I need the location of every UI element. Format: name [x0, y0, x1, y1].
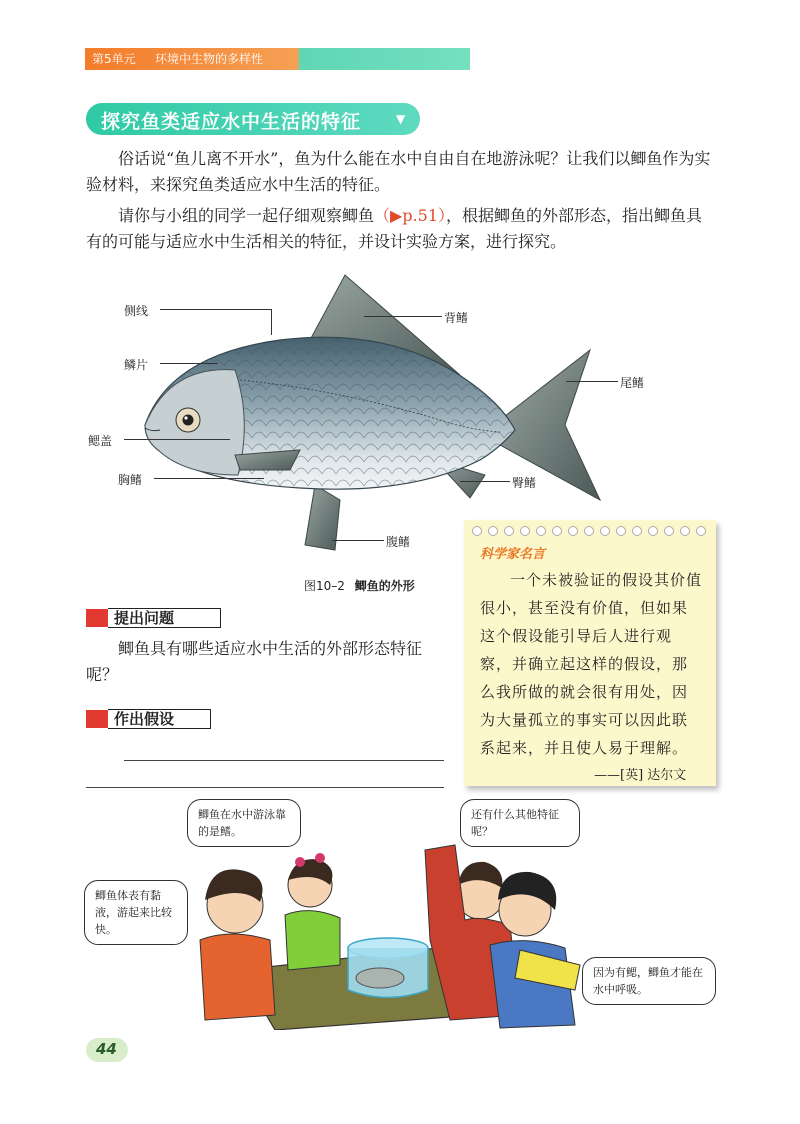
- question-text: 鲫鱼具有哪些适应水中生活的外部形态特征呢？: [86, 639, 423, 684]
- speech-bubble-mucus: 鲫鱼体表有黏液，游起来比较快。: [84, 880, 188, 945]
- leader-scales: [160, 363, 218, 364]
- label-anal-fin: 臀鳍: [512, 476, 537, 490]
- hypothesis-answer-line-2[interactable]: [86, 787, 444, 788]
- hypothesis-heading-marker: [86, 710, 108, 728]
- label-scales: 鳞片: [124, 358, 149, 372]
- leader-lateral-line: [160, 309, 272, 310]
- student-green-shirt: [285, 911, 340, 970]
- page-number: 44: [96, 1040, 117, 1058]
- question-heading-marker: [86, 609, 108, 627]
- intro-paragraph-2-text-a: 请你与小组的同学一起仔细观察鲫鱼: [118, 206, 375, 225]
- intro-paragraph-2-text-b: ，根据鲫鱼的外部形态，指出鲫鱼具有的可能与适应水中生活相关的特征，并设计实验方案，进行探究。: [86, 206, 703, 251]
- chapter-header-band: [85, 48, 470, 70]
- leader-caudal-fin: [566, 381, 618, 382]
- label-lateral-line: 侧线: [124, 304, 149, 318]
- student-orange-shirt: [200, 934, 275, 1020]
- leader-pectoral-fin: [154, 478, 264, 479]
- figure-number: 图10–2: [304, 579, 345, 593]
- hypothesis-answer-line-1[interactable]: [124, 760, 444, 761]
- leader-dorsal-fin: [364, 316, 442, 317]
- leader-anal-fin: [460, 481, 510, 482]
- intro-paragraph-2: [86, 203, 716, 255]
- leader-lateral-line-drop: [271, 309, 272, 335]
- hypothesis-heading: 作出假设: [108, 709, 211, 729]
- section-title: 探究鱼类适应水中生活的特征: [101, 111, 362, 133]
- label-pectoral-fin: 胸鳍: [118, 473, 143, 487]
- figure-title: 鲫鱼的外形: [354, 579, 415, 593]
- speech-bubble-fins: 鲫鱼在水中游泳靠的是鳍。: [187, 799, 301, 847]
- quote-body: 一个未被验证的假设其价值很小，甚至没有价值，但如果这个假设能引导后人进行观察，并确立起这样的假设，那么我所做的就会很有用处，因为大量孤立的事实可以因此联系起来，并且使人易于理解。: [480, 571, 703, 757]
- quote-card-title: 科学家名言: [480, 547, 546, 562]
- quote-author: ——[英] 达尔文: [594, 768, 687, 783]
- leader-pelvic-fin: [332, 540, 384, 541]
- label-operculum: 鳃盖: [88, 434, 113, 448]
- students-cartoon-illustration: [180, 840, 590, 1030]
- question-heading: 提出问题: [108, 608, 221, 628]
- page-reference-link[interactable]: （▶p.51）: [374, 206, 447, 225]
- label-dorsal-fin: 背鳍: [444, 311, 469, 325]
- intro-paragraph-1: 俗话说“鱼儿离不开水”，鱼为什么能在水中自由自在地游泳呢？让我们以鲫鱼作为实验材料，来探究鱼类适应水中生活的特征。: [86, 149, 711, 194]
- triangle-down-icon: ▼: [396, 112, 406, 126]
- unit-label: 第5单元: [92, 52, 136, 66]
- unit-title: 环境中生物的多样性: [155, 52, 264, 66]
- speech-bubble-gills: 因为有鳃，鲫鱼才能在水中呼吸。: [582, 957, 716, 1005]
- label-pelvic-fin: 腹鳍: [386, 535, 411, 549]
- speech-bubble-other-features: 还有什么其他特征呢？: [460, 799, 580, 847]
- label-caudal-fin: 尾鳍: [620, 376, 645, 390]
- figure-caption: [304, 577, 415, 594]
- leader-operculum: [124, 439, 230, 440]
- crucian-carp-illustration: [140, 270, 610, 560]
